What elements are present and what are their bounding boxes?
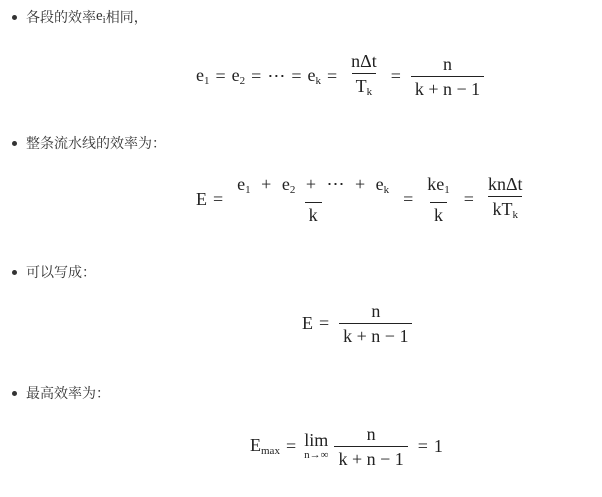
fraction-denominator: k + n − 1: [339, 323, 412, 346]
fraction-denominator: k + n − 1: [334, 446, 407, 469]
equals-sign: =: [390, 65, 401, 86]
inline-var-ei: $e_i$: [96, 8, 106, 26]
equals-sign: =: [403, 188, 414, 209]
fraction-numerator: n: [443, 53, 453, 74]
result-value: 1: [433, 435, 443, 456]
symbol-e1: $e_1$: [196, 65, 210, 87]
bullet-icon: [12, 15, 17, 20]
fraction-numerator: n: [366, 423, 376, 444]
bullet-text-before: 各段的效率: [26, 10, 96, 26]
fraction-n-over-kn1: [334, 424, 407, 469]
equals-sign: =: [417, 435, 428, 456]
equals-sign: =: [319, 312, 330, 333]
bullet-icon: [12, 270, 17, 275]
bullet-text: 可以写成：: [26, 265, 96, 281]
fraction-numerator: nΔt: [351, 50, 377, 71]
equation-rewritten-efficiency: [302, 298, 416, 348]
fraction-numerator: knΔt: [487, 173, 523, 194]
fraction-ndt-over-tk: [347, 51, 381, 102]
symbol-E: E: [196, 188, 207, 209]
equals-sign: =: [463, 188, 474, 209]
fraction-n-over-kn1: [339, 301, 412, 346]
equals-sign: =: [326, 65, 338, 86]
fraction-kndt-over-ktk: [484, 174, 527, 225]
fraction-numerator: n: [371, 300, 381, 321]
limit-operator: [304, 431, 328, 461]
symbol-Emax: $E_{max}$: [250, 435, 280, 457]
bullet-icon: [12, 391, 17, 396]
symbol-E: E: [302, 312, 313, 333]
fraction-numerator: $ke_1$: [427, 173, 450, 196]
bullet-text-after: 相同，: [105, 10, 148, 26]
equals-sign: =: [215, 65, 226, 86]
symbol-ek: $e_k$: [307, 65, 321, 87]
bullet-item-rewrite: [12, 261, 96, 283]
bullet-item-segment-efficiency: [12, 6, 148, 28]
bullet-item-pipeline-efficiency: [12, 132, 166, 154]
bullet-item-max-efficiency: [12, 382, 110, 404]
bullet-icon: [12, 141, 17, 146]
equals-sign: =: [291, 65, 302, 86]
fraction-denominator: $kT_k$: [488, 196, 522, 225]
fraction-ke1-over-k: [423, 174, 454, 225]
fraction-denominator: k + n − 1: [411, 76, 484, 99]
symbol-e2: $e_2$: [231, 65, 246, 87]
equals-sign: =: [213, 188, 224, 209]
equation-max-efficiency: [250, 420, 443, 472]
fraction-denominator: $T_k$: [352, 73, 377, 102]
bullet-text: 整条流水线的效率为：: [26, 136, 166, 152]
equals-sign: =: [285, 435, 297, 456]
fraction-sum-over-k: [233, 174, 393, 225]
equation-segment-efficiency: [196, 52, 488, 100]
equals-sign: =: [251, 65, 262, 86]
fraction-denominator: k: [430, 202, 447, 225]
fraction-numerator: $e_1 + e_2$ + ⋯ + $e_k$: [237, 173, 390, 196]
limit-word: lim: [304, 430, 329, 450]
limit-subscript: n→∞: [304, 449, 329, 461]
equation-pipeline-efficiency: [196, 174, 531, 224]
bullet-text: 最高效率为：: [26, 386, 110, 402]
ellipsis: ⋯: [267, 65, 286, 86]
fraction-denominator: k: [305, 202, 322, 225]
fraction-n-over-kn1: [411, 54, 484, 99]
